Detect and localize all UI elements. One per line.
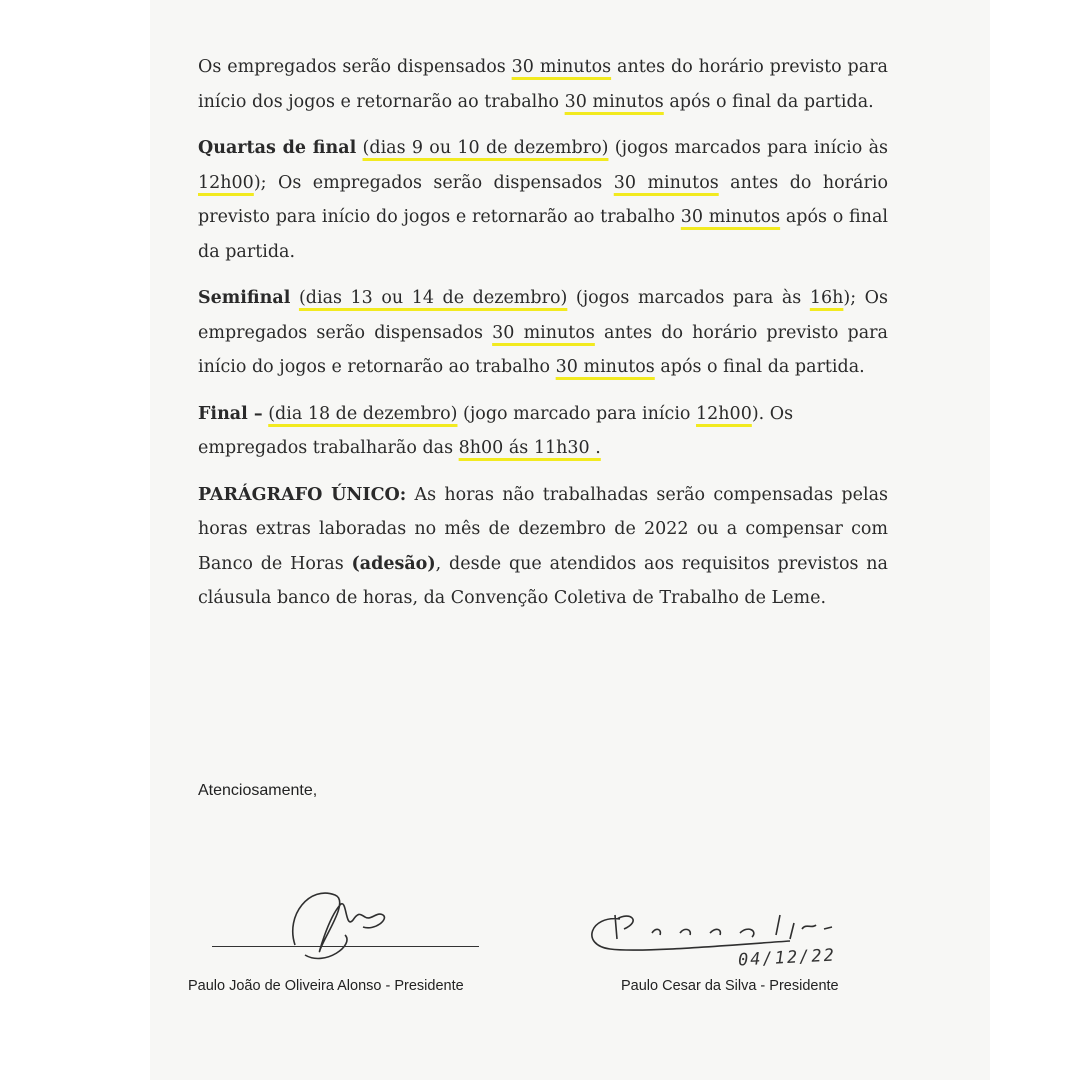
text-segment: após o final da partida. (663, 91, 874, 112)
highlighted-text: 30 minutos (555, 357, 655, 377)
bold-text: (adesão) (351, 553, 436, 574)
text-segment: , desde que atendidos aos requisitos previstos na cláusula banco de horas, da Convenção Coletiva de Trabalho de Leme. (198, 553, 888, 608)
paragraph-quarterfinal (198, 131, 888, 269)
highlighted-text: 16h (809, 288, 844, 308)
highlighted-text: 30 minutos (680, 207, 781, 227)
text-segment: antes do horário previsto para início do jogos e retornarão ao trabalho (198, 172, 888, 227)
text-segment: Os empregados serão dispensados (198, 57, 512, 77)
highlighted-text: 30 minutos (613, 172, 719, 193)
highlighted-text: 30 minutos (564, 91, 664, 112)
text-segment: ). Os empregados trabalharão das (198, 403, 794, 458)
paragraph-sole (198, 478, 888, 616)
document-body (198, 50, 888, 628)
text-segment: antes do horário previsto para início dos jogos e retornarão ao trabalho (198, 57, 888, 112)
text-segment: após o final da partida. (654, 357, 865, 377)
highlighted-text: 30 minutos (492, 322, 595, 343)
text-segment: após o final da partida. (198, 207, 888, 262)
text-segment: ); Os empregados serão dispensados (198, 288, 888, 343)
text-segment: ); Os empregados serão dispensados (253, 172, 614, 193)
text-segment: (jogos marcados para início às (608, 138, 888, 158)
section-heading: Final – (198, 403, 263, 424)
text-segment: (jogo marcado para início (457, 403, 697, 424)
signature-date: 04/12/22 (737, 945, 837, 971)
section-heading: PARÁGRAFO ÚNICO: (198, 484, 407, 505)
highlighted-text: 8h00 ás 11h30 . (458, 438, 601, 458)
highlighted-text: (dia 18 de dezembro) (268, 403, 458, 424)
paragraph-final (198, 397, 888, 466)
highlighted-text: (dias 13 ou 14 de dezembro) (298, 288, 568, 308)
highlighted-text: 12h00 (696, 403, 752, 424)
highlighted-text: 12h00 (198, 172, 254, 193)
paragraph-dismissal (198, 50, 888, 119)
left-signature-line (212, 946, 479, 947)
text-segment: (jogos marcados para às (567, 288, 810, 308)
section-heading: Quartas de final (198, 138, 357, 158)
left-signature (265, 875, 405, 975)
highlighted-text: (dias 9 ou 10 de dezembro) (362, 138, 609, 158)
section-heading: Semifinal (198, 288, 291, 308)
text-segment (290, 288, 299, 308)
closing-salutation: Atenciosamente, (198, 782, 318, 799)
paragraph-semifinal (198, 281, 888, 385)
text-segment: antes do horário previsto para início do jogos e retornarão ao trabalho (198, 322, 888, 377)
left-signatory-name: Paulo João de Oliveira Alonso - Presidente (188, 978, 464, 994)
text-segment: As horas não trabalhadas serão compensadas pelas horas extras laboradas no mês de dezembro de 2022 ou a compensar com Banco de Horas (198, 484, 888, 574)
right-signatory-name: Paulo Cesar da Silva - Presidente (621, 978, 839, 994)
highlighted-text: 30 minutos (511, 57, 612, 77)
